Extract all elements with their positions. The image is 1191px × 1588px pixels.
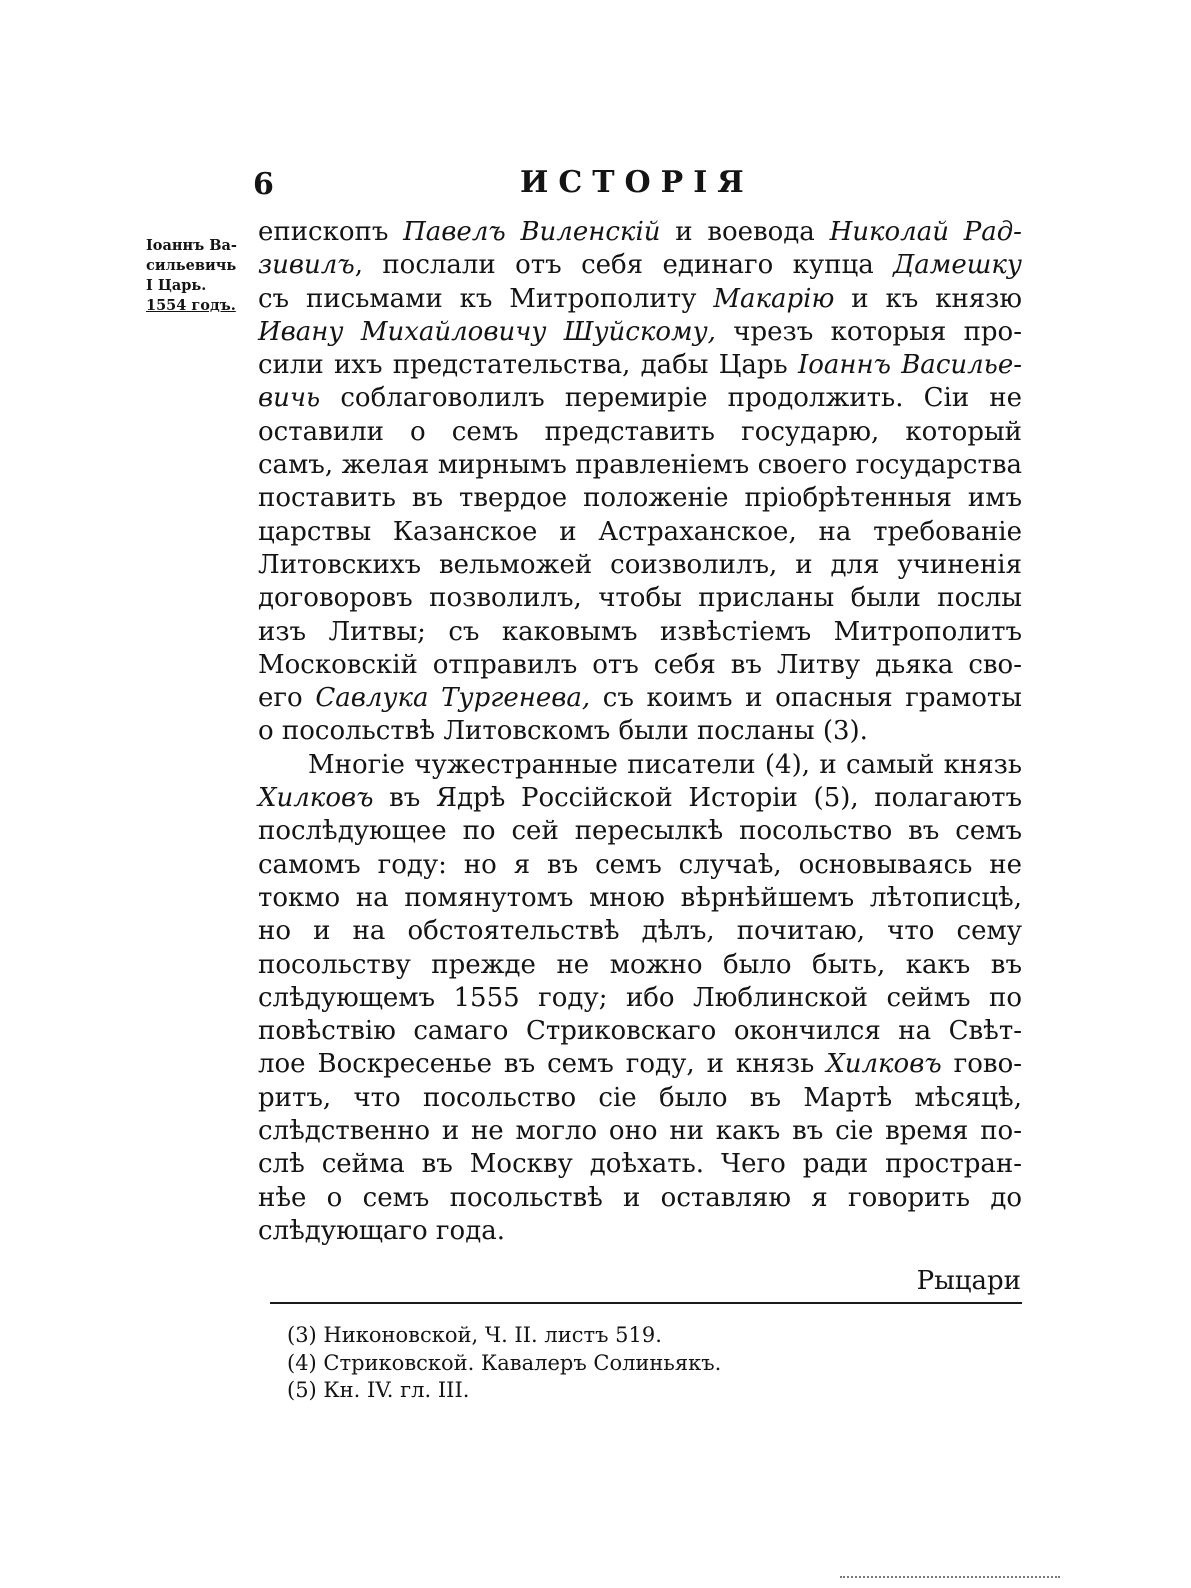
text-run: слѣдующаго года. [258,1215,505,1246]
text-run: , послали отъ себя единаго купца [354,250,894,281]
text-line [258,915,1022,948]
text-run: слѣдующемъ 1555 году; ибо Люблинской сеймъ по [258,982,1022,1013]
text-line [258,982,1022,1015]
italic-name: Іоаннъ Василье- [797,350,1023,381]
text-line [258,1115,1022,1148]
italic-name: Савлука Тургенева, [315,683,591,714]
text-line [258,349,1022,382]
text-line [258,1215,1022,1248]
text-line [258,283,1022,316]
margin-note-line: Іоаннъ Ва- [146,237,237,254]
footnote-rule [270,1302,1022,1304]
text-run: самомъ году: но я въ семъ случаѣ, основываясь не [258,849,1022,880]
text-line [258,749,1022,782]
text-line [258,715,1022,748]
text-line [258,949,1022,982]
text-run: соблаговолилъ перемиріе продолжить. Сіи не [320,383,1022,414]
italic-name: Макарію [713,283,835,314]
text-run: лое Воскресенье въ семъ году, и князь [258,1049,827,1080]
italic-name: Хилковъ [258,783,374,814]
text-line [258,516,1022,549]
text-line [258,782,1022,815]
text-line [258,482,1022,515]
text-line [258,815,1022,848]
footnote-4: (4) Стриковской. Кавалеръ Солиньякъ. [287,1350,722,1375]
text-run: поставить въ твердое положеніе пріобрѣтенныя имъ [258,483,1022,514]
margin-note-line: 1554 годъ. [146,297,236,314]
body-text [258,216,1022,1248]
text-line [258,649,1022,682]
page-number: 6 [253,167,274,202]
text-run: и воевода [660,217,830,247]
scan-artifact [840,1576,1060,1581]
text-line [258,1148,1022,1181]
text-run: сили ихъ предстательства, дабы Царь [258,350,798,381]
text-run: самъ, желая мирнымъ правленіемъ своего государства [258,450,1022,481]
text-line [258,1015,1022,1048]
text-run: повѣствію самаго Стриковскаго окончился на Свѣт- [258,1016,1022,1047]
text-run: Многіе чужестранные писатели (4), и самый князь [308,749,1022,780]
footnotes [287,1322,721,1405]
text-line [258,416,1022,449]
text-run: его [258,683,316,714]
margin-note-line: І Царь. [146,277,207,294]
text-line [258,316,1022,349]
italic-name: Павелъ Виленскій [403,217,661,247]
text-line [258,449,1022,482]
text-line [258,682,1022,715]
footnote-5: (5) Кн. IV. гл. III. [287,1378,470,1402]
text-run: договоровъ позволилъ, чтобы присланы были послы [258,583,1022,614]
text-run: съ письмами къ Митрополиту [258,283,714,314]
text-line [258,1082,1022,1115]
text-line [258,216,1022,249]
catchword: Рыцари [916,1266,1021,1296]
text-run: гово- [941,1049,1023,1080]
text-run: нѣе о семъ посольствѣ и оставляю я говорить до [258,1182,1022,1213]
text-line [258,249,1022,282]
text-run: изъ Литвы; съ каковымъ извѣстіемъ Митрополитъ [258,616,1022,647]
italic-name: Хилковъ [826,1049,942,1080]
text-run: послѣдующее по сей пересылкѣ посольство въ семъ [258,816,1022,847]
italic-name: Ивану Михайловичу Шуйскому, [258,316,716,347]
text-line [258,1048,1022,1081]
text-line [258,849,1022,882]
text-line [258,382,1022,415]
text-line [258,582,1022,615]
text-run: Литовскихъ вельможей соизволилъ, и для учиненія [258,549,1022,580]
text-run: съ коимъ и опасныя грамоты [590,683,1022,714]
text-line [258,1182,1022,1215]
italic-name: Дамешку [893,250,1022,281]
text-line [258,882,1022,915]
text-line [258,616,1022,649]
footnote-3: (3) Никоновской, Ч. II. листъ 519. [287,1323,662,1347]
text-run: токмо на помянутомъ мною вѣрнѣйшемъ лѣтописцѣ, [258,882,1022,913]
text-run: о посольствѣ Литовскомъ были посланы (3). [258,716,868,747]
margin-note-line: сильевичь [146,257,237,274]
text-run: ритъ, что посольство сіе было въ Мартѣ мѣсяцѣ, [258,1082,1022,1113]
text-run: и къ князю [834,283,1022,314]
text-line [258,549,1022,582]
running-head: ИСТОРІЯ [520,165,754,200]
text-run: посольству прежде не можно было быть, какъ въ [258,949,1022,980]
italic-name: Николай Рад- [829,217,1022,247]
text-run: въ Ядрѣ Россійской Исторіи (5), полагаютъ [373,783,1022,814]
text-run: слѣдственно и не могло оно ни какъ въ сіе время по- [258,1116,1022,1147]
margin-note [146,236,250,316]
text-run: епископъ [258,217,404,247]
text-run: но и на обстоятельствѣ дѣлъ, почитаю, что сему [258,916,1022,947]
italic-name: зивилъ [258,250,355,281]
text-run: слѣ сейма въ Москву доѣхать. Чего ради простран- [258,1149,1022,1180]
text-run: Московскій отправилъ отъ себя въ Литву дьяка сво- [258,649,1022,680]
text-run: царствы Казанское и Астраханское, на требованіе [258,516,1022,547]
italic-name: вичь [258,383,321,414]
text-run: оставили о семъ представить государю, который [258,416,1022,447]
text-run: чрезъ которыя про- [715,316,1022,347]
